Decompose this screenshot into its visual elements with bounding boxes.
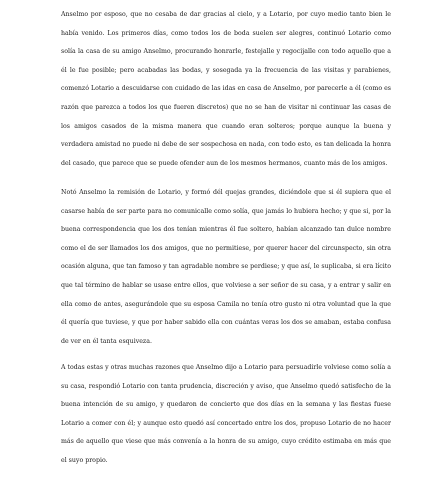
paragraph-3: A todas estas y otras muchas razones que Anselmo dijo a Lotario para persuadirle volviese como solía a su casa, respondió Lotario con tanta prudencia, discreción y aviso, que Anselmo quedó satisfecho de la buena intención de su amigo, y quedaron de concierto que dos días en la semana y las fiestas fuese Lotario a comer con él; y aunque esto quedó así concertado entre los dos, propuso Lotario de no hacer más de aquello que viese que más convenía a la honra de su amigo, cuyo crédito estimaba en más que el suyo propio. (61, 364, 391, 464)
paragraph-2: Notó Anselmo la remisión de Lotario, y formó dél quejas grandes, diciéndole que si él supiera que el casarse había de ser parte para no comunicalle como solía, que jamás lo hubiera hecho; y que si, por la buena correspondencia que los dos tenían mientras él fue soltero, habían alcanzado tan dulce nombre como el de ser llamados los dos amigos, que no permitiese, por querer hacer del circunspecto, sin otra ocasión alguna, que tan famoso y tan agradable nombre se perdiese; y que así, le suplicaba, si era lícito que tal término de hablar se usase entre ellos, que volviese a ser señor de su casa, y a entrar y salir en ella como de antes, asegurándole que su esposa Camila no tenía otro gusto ni otra voluntad que la que él quería que tuviese, y que por haber sabido ella con cuántas veras los dos se amaban, estaba confusa de ver en él tanta esquiveza. (61, 189, 391, 345)
paragraph-1: Anselmo por esposo, que no cesaba de dar gracias al cielo, y a Lotario, por cuyo medio tanto bien le había venido. Los primeros días, como todos los de boda suelen ser alegres, continuó Lotario como solía la casa de su amigo Anselmo, procurando honrarle, festejalle y regocijalle con todo aquello que a él le fue posible; pero acabadas las bodas, y sosegada ya la frecuencia de las visitas y parabienes, comenzó Lotario a descuidarse con cuidado de las idas en casa de Anselmo, por parecerle a él (como es razón que parezca a todos los que fueren discretos) que no se han de visitar ni continuar las casas de los amigos casados de la misma manera que cuando eran solteros; porque aunque la buena y verdadera amistad no puede ni debe de ser sospechosa en nada, con todo esto, es tan delicada la honra del casado, que parece que se puede ofender aun de los mesmos hermanos, cuanto más de los amigos. (61, 11, 391, 167)
